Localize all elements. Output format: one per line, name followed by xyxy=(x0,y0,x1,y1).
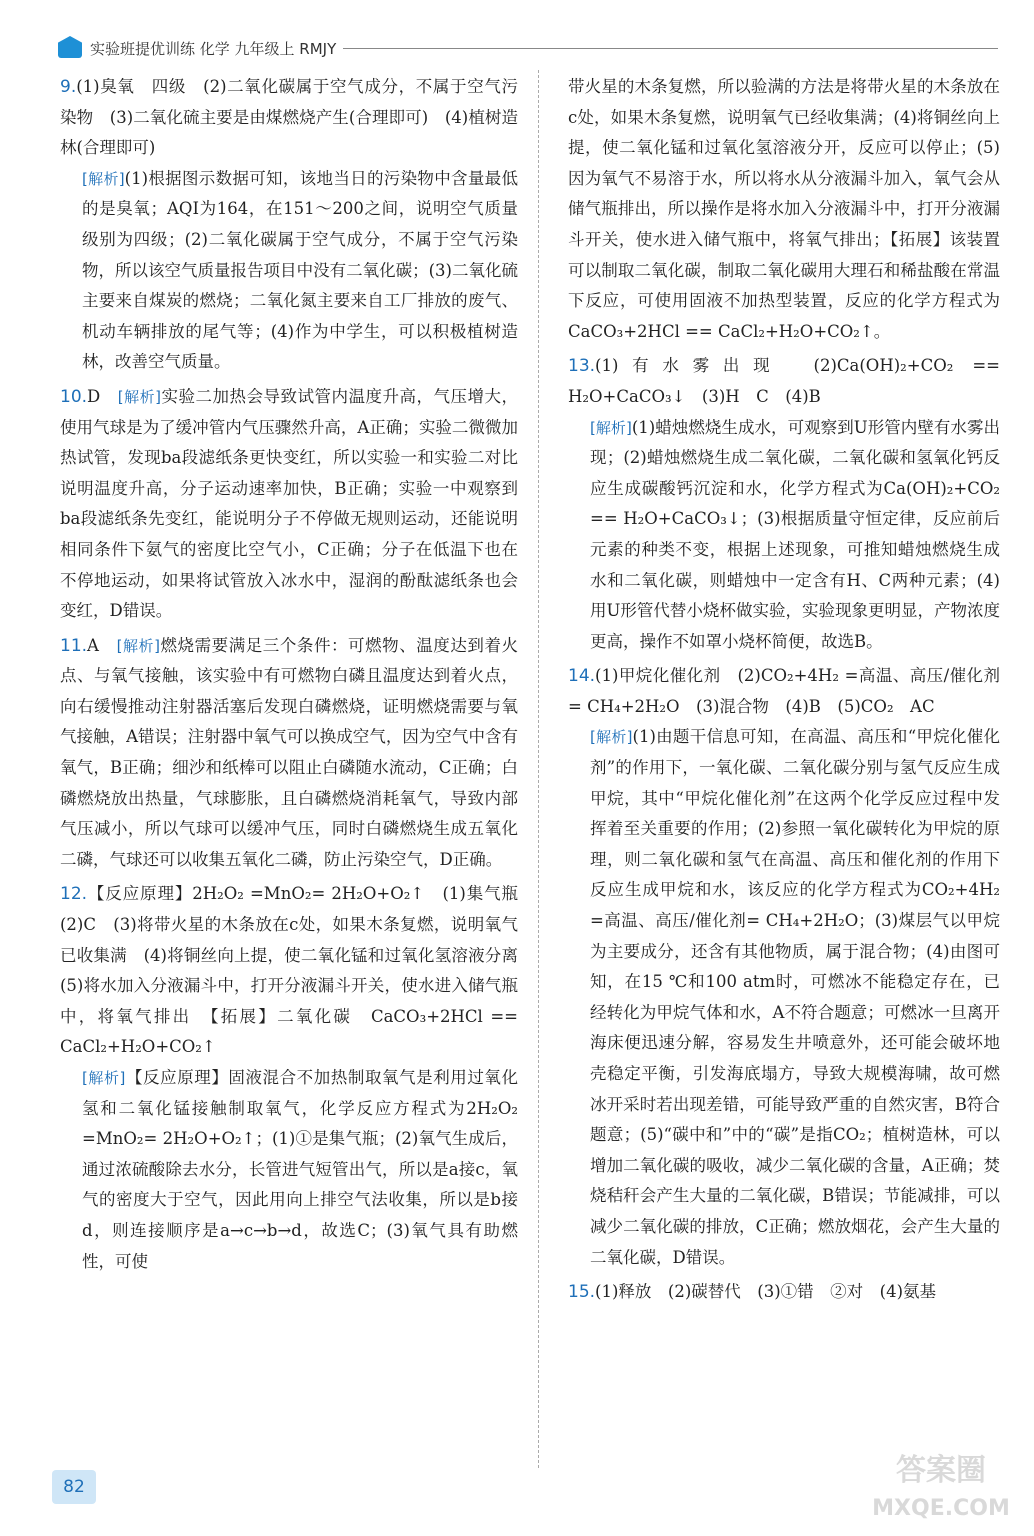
item-number: 14. xyxy=(568,666,596,687)
book-logo-icon xyxy=(58,36,82,58)
item-analysis: (1)蜡烛燃烧生成水，可观察到U形管内壁有水雾出现；(2)蜡烛燃烧生成二氧化碳，二氧化碳和氢氧化钙反应生成碳酸钙沉淀和水，化学方程式为Ca(OH)₂+CO₂ == H₂O+CaCO₃↓；(3)根据质量守恒定律，反应前后元素的种类不变，根据上述现象，可推知蜡烛燃烧生成水和二氧化碳，则蜡烛中一定含有H、C两种元素；(4)用U形管代替小烧杯做实验，实验现象更明显，产物浓度更高，操作不如罩小烧杯简便，故选B。 xyxy=(590,417,1000,651)
item-number: 13. xyxy=(568,356,596,377)
item-answer: 【反应原理】2H₂O₂ =MnO₂= 2H₂O+O₂↑ (1)集气瓶 (2)C (3)将带火星的木条放在c处，如果木条复燃，说明氧气已收集满 (4)将铜丝向上提，使二氧化锰和过氧化氢溶液分离 (5)将水加入分液漏斗中，打开分液漏斗开关，使水进入储气瓶中，将氧气排出 【拓展】二氧化碳 CaCO₃+2HCl == CaCl₂+H₂O+CO₂↑ xyxy=(60,884,535,1057)
item-analysis: 燃烧需要满足三个条件：可燃物、温度达到着火点、与氧气接触，该实验中有可燃物白磷且温度达到着火点，向右缓慢推动注射器活塞后发现白磷燃烧，证明燃烧需要与氧气接触，A错误；注射器中氧气可以换成空气，因为空气中含有氧气，B正确；细沙和纸棒可以阻止白磷随水流动，C正确；白磷燃烧放出热量，气球膨胀，且白磷燃烧消耗氧气，导致内部气压减小，所以气球可以缓冲气压，同时白磷燃烧生成五氧化二磷，气球还可以收集五氧化二磷，防止污染空气，D正确。 xyxy=(60,635,518,869)
answer-item-15 xyxy=(568,1277,1000,1308)
item-analysis: 【反应原理】固液混合不加热制取氧气是利用过氧化氢和二氧化锰接触制取氧气，化学反应方程式为2H₂O₂ =MnO₂= 2H₂O+O₂↑；(1)①是集气瓶；(2)氧气生成后，通过浓硫酸除去水分，长管进气短管出气，所以是a接c，氧气的密度大于空气，因此用向上排空气法收集，所以是b接d，则连接顺序是a→c→b→d，故选C；(3)氧气具有助燃性，可使 xyxy=(82,1068,518,1271)
item-answer: (1)有水雾出现 (2)Ca(OH)₂+CO₂ == H₂O+CaCO₃↓ (3)H C (4)B xyxy=(568,356,1000,406)
item-number: 15. xyxy=(568,1282,596,1303)
analysis-tag: [解析] xyxy=(82,1069,126,1087)
answer-item-10 xyxy=(60,382,518,627)
item-number: 12. xyxy=(60,884,88,905)
page-header xyxy=(58,34,998,64)
answer-item-9 xyxy=(60,72,518,378)
item-number: 10. xyxy=(60,386,88,407)
answer-item-11 xyxy=(60,631,518,876)
watermark-line-2: MXQE.COM xyxy=(872,1496,1010,1521)
answer-item-12 xyxy=(60,879,535,1277)
item-answer: D xyxy=(87,386,101,406)
analysis-tag: [解析] xyxy=(590,418,632,437)
item-number: 9. xyxy=(60,77,77,97)
answer-item-14 xyxy=(568,661,1000,1273)
left-column xyxy=(60,72,535,1281)
page-number: 82 xyxy=(52,1470,96,1504)
answer-item-12-continued xyxy=(568,72,1000,347)
item-analysis: (1)根据图示数据可知，该地当日的污染物中含量最低的是臭氧；AQI为164，在151～200之间，说明空气质量级别为四级；(2)二氧化碳属于空气成分，不属于空气污染物，所以该空气质量报告项目中没有二氧化碳；(3)二氧化硫主要来自煤炭的燃烧；二氧化氮主要来自工厂排放的废气、机动车辆排放的尾气等；(4)作为中学生，可以积极植树造林，改善空气质量。 xyxy=(82,168,518,372)
watermark-logo xyxy=(866,1452,1016,1528)
answer-item-13 xyxy=(568,351,1000,657)
item-answer: (1)释放 (2)碳替代 (3)①错 ②对 (4)氨基 xyxy=(595,1282,937,1302)
analysis-tag: [解析] xyxy=(116,636,160,655)
item-answer: (1)甲烷化催化剂 (2)CO₂+4H₂ =高温、高压/催化剂= CH₄+2H₂O (3)混合物 (4)B (5)CO₂ AC xyxy=(568,666,1000,716)
analysis-tag: [解析] xyxy=(117,387,161,406)
item-analysis: 带火星的木条复燃，所以验满的方法是将带火星的木条放在c处，如果木条复燃，说明氧气已经收集满；(4)将铜丝向上提，使二氧化锰和过氧化氢溶液分开，反应可以停止；(5)因为氧气不易溶于水，所以将水从分液漏斗加入，氧气会从储气瓶排出，所以操作是将水加入分液漏斗中，打开分液漏斗开关，使水进入储气瓶中，将氧气排出；【拓展】该装置可以制取二氧化碳，制取二氧化碳用大理石和稀盐酸在常温下反应，可使用固液不加热型装置，反应的化学方程式为CaCO₃+2HCl == CaCl₂+H₂O+CO₂↑。 xyxy=(568,77,1000,341)
analysis-tag: [解析] xyxy=(590,728,633,747)
item-analysis: (1)由题干信息可知，在高温、高压和“甲烷化催化剂”的作用下，一氧化碳、二氧化碳分别与氢气反应生成甲烷，其中“甲烷化催化剂”在这两个化学反应过程中发挥着至关重要的作用；(2)参照一氧化碳转化为甲烷的原理，则二氧化碳和氢气在高温、高压和催化剂的作用下反应生成甲烷和水，该反应的化学方程式为CO₂+4H₂ =高温、高压/催化剂= CH₄+2H₂O；(3)煤层气以甲烷为主要成分，还含有其他物质，属于混合物；(4)由图可知，在15 ℃和100 atm时，可燃冰不能稳定存在，已经转化为甲烷气体和水，A不符合题意；可燃冰一旦离开海床便迅速分解，容易发生井喷意外，还可能会破坏地壳稳定平衡，引发海底塌方，导致大规模海啸，故可燃冰开采时若出现差错，可能导致严重的自然灾害，B符合题意；(5)“碳中和”中的“碳”是指CO₂；植树造林，可以增加二氧化碳的吸收，减少二氧化碳的含量，A正确；焚烧秸秆会产生大量的二氧化碳，B错误；节能减排，可以减少二氧化碳的排放，C正确；燃放烟花，会产生大量的二氧化碳，D错误。 xyxy=(590,727,1000,1267)
watermark-line-1: 答案圈 xyxy=(896,1453,986,1488)
column-divider xyxy=(538,70,539,1468)
header-title: 实验班提优训练 化学 九年级上 RMJY xyxy=(90,40,337,58)
item-number: 11. xyxy=(60,635,88,656)
analysis-tag: [解析] xyxy=(82,169,125,188)
item-answer: A xyxy=(87,635,99,655)
item-analysis: 实验二加热会导致试管内温度升高，气压增大，使用气球是为了缓冲管内气压骤然升高，A正确；实验二微微加热试管，发现ba段滤纸条更快变红，所以实验一和实验二对比说明温度升高，分子运动速率加快，B正确；实验一中观察到ba段滤纸条先变红，能说明分子不停做无规则运动，还能说明相同条件下氨气的密度比空气小，C正确；分子在低温下也在不停地运动，如果将试管放入冰水中，湿润的酚酞滤纸条也会变红，D错误。 xyxy=(60,386,518,621)
header-rule xyxy=(343,48,998,49)
right-column xyxy=(568,72,1000,1312)
item-answer: (1)臭氧 四级 (2)二氧化碳属于空气成分，不属于空气污染物 (3)二氧化硫主要是由煤燃烧产生(合理即可) (4)植树造林(合理即可) xyxy=(60,77,518,158)
